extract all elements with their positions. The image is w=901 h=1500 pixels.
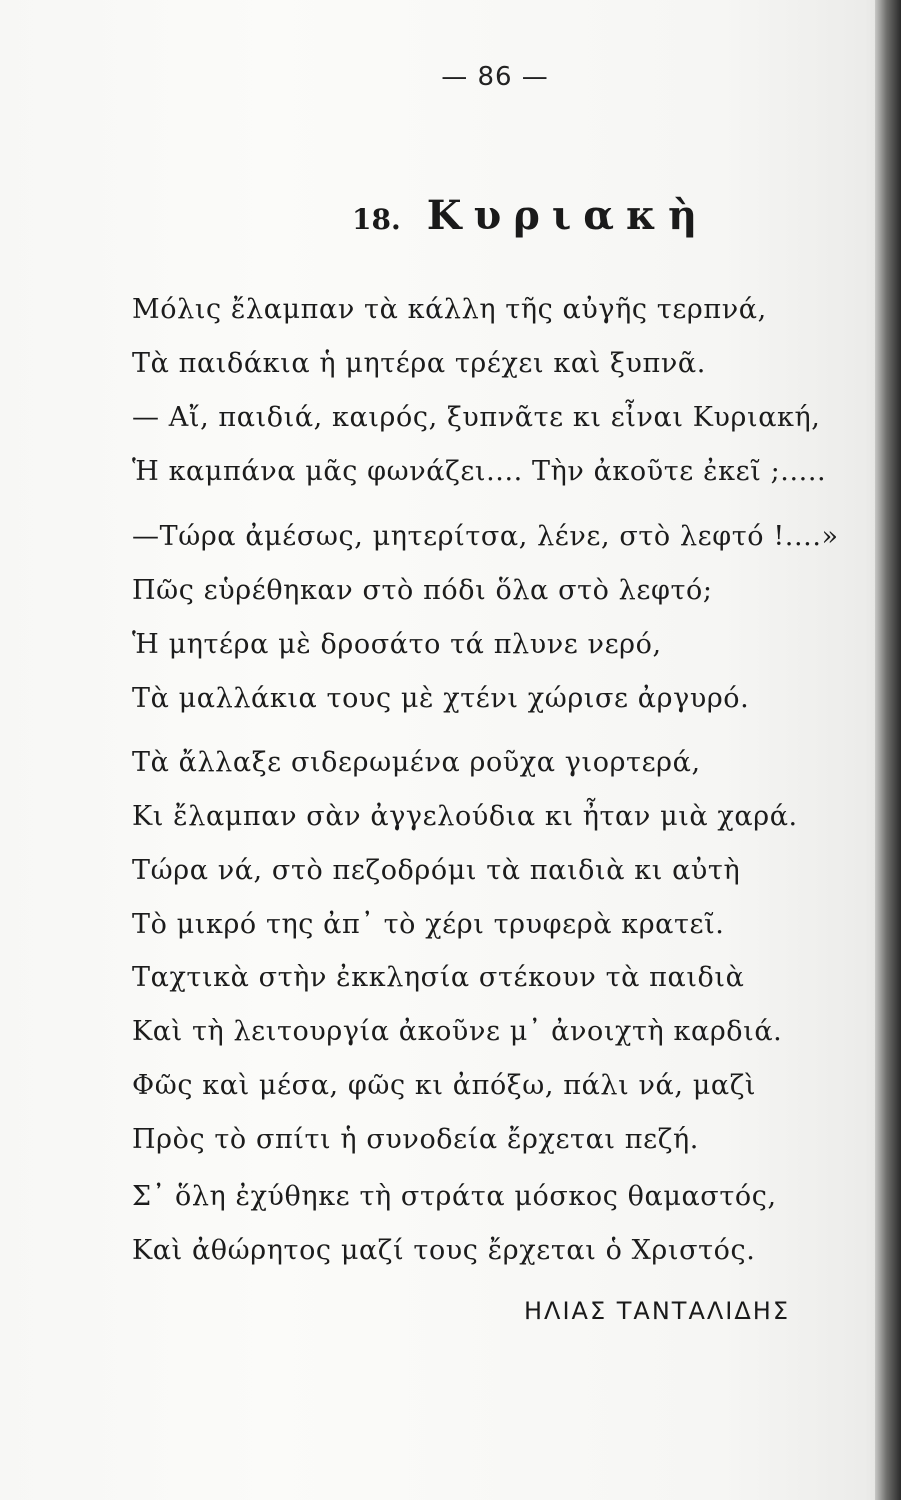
verse-line: Πῶς εὑρέθηκαν στὸ πόδι ὅλα στὸ λεφτό;	[132, 575, 713, 606]
verse-line: Καὶ τὴ λειτουργία ἀκοῦνε μ᾽ ἀνοιχτὴ καρδιά.	[132, 1016, 783, 1047]
verse-line: Φῶς καὶ μέσα, φῶς κι ἀπόξω, πάλι νά, μαζὶ	[132, 1070, 757, 1101]
poem-title-text: Κυριακὴ	[426, 192, 710, 239]
verse-line: Μόλις ἔλαμπαν τὰ κάλλη τῆς αὐγῆς τερπνά,	[132, 294, 767, 325]
verse-line: Καὶ ἀθώρητος μαζί τους ἔρχεται ὁ Χριστός.	[132, 1235, 756, 1266]
verse-line: Τὸ μικρό της ἀπ᾽ τὸ χέρι τρυφερὰ κρατεῖ.	[132, 909, 725, 940]
verse-line: Πρὸς τὸ σπίτι ἡ συνοδεία ἔρχεται πεζή.	[132, 1124, 699, 1155]
author-name: ΗΛΙΑΣ ΤΑΝΤΑΛΙΔΗΣ	[524, 1297, 790, 1325]
verse-line: Τὰ παιδάκια ἡ μητέρα τρέχει καὶ ξυπνᾶ.	[132, 348, 706, 379]
stanza-2	[132, 510, 839, 726]
page-number: — 86 —	[441, 62, 549, 92]
verse-line: Τώρα νά, στὸ πεζοδρόμι τὰ παιδιὰ κι αὐτὴ	[132, 855, 741, 886]
verse-line: Ταχτικὰ στὴν ἐκκλησία στέκουν τὰ παιδιὰ	[132, 962, 745, 993]
stanza-3	[132, 736, 822, 952]
poem-number: 18.	[352, 203, 401, 236]
verse-line: —Τώρα ἀμέσως, μητερίτσα, λένε, στὸ λεφτό !....»	[132, 521, 839, 552]
stanza-4	[132, 951, 822, 1167]
poem-title	[352, 192, 709, 239]
verse-line: Ἡ καμπάνα μᾶς φωνάζει.... Τὴν ἀκοῦτε ἐκεῖ ;.....	[132, 456, 827, 487]
book-spine-shadow	[875, 0, 901, 1500]
verse-line: Ἡ μητέρα μὲ δροσάτο τά πλυνε νερό,	[132, 629, 662, 660]
stanza-5	[132, 1170, 822, 1278]
verse-line: Σ᾽ ὅλη ἐχύθηκε τὴ στράτα μόσκος θαμαστός,	[132, 1181, 777, 1212]
verse-line: — Αἴ, παιδιά, καιρός, ξυπνᾶτε κι εἶναι Κυριακή,	[132, 402, 821, 433]
verse-line: Κι ἔλαμπαν σὰν ἀγγελούδια κι ἦταν μιὰ χαρά.	[132, 801, 798, 832]
stanza-1	[132, 283, 827, 499]
verse-line: Τὰ ἄλλαξε σιδερωμένα ροῦχα γιορτερά,	[132, 747, 701, 778]
verse-line: Τὰ μαλλάκια τους μὲ χτένι χώρισε ἀργυρό.	[132, 683, 750, 714]
